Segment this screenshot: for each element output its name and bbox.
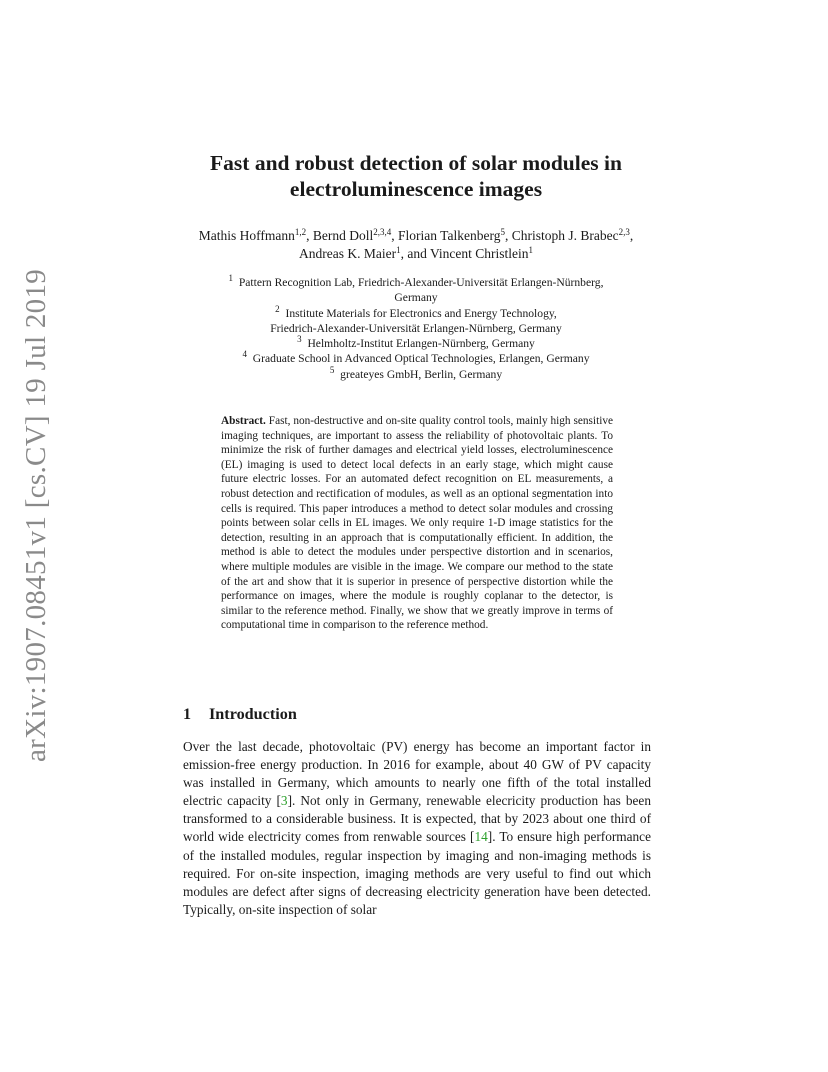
author-affiliation-mark: 1: [528, 245, 534, 255]
affiliation-text: Pattern Recognition Lab, Friedrich-Alexander-Universität Erlangen-Nürnberg,: [238, 276, 604, 289]
abstract-text: Fast, non-destructive and on-site quality control tools, mainly high sensitive imaging techniques, are important to assess the reliability of photovoltaic plants. To minimize the risk of further damages and electrical yield losses, electroluminescence (EL) imaging is used to detect local defects in an early stage, which might cause future electric losses. For an automated defect recognition on EL measurements, a robust detection and rectification of modules, as well as an optional segmentation into cells is required. This paper introduces a method to detect solar modules and crossing points between solar cells in EL images. We only require 1-D image statistics for the detection, resulting in an approach that is computationally efficient. In addition, the method is able to detect the modules under perspective distortion and in scenarios, where multiple modules are visible in the image. We compare our method to the state of the art and show that it is superior in presence of perspective distortion while the performance on images, where the module is roughly coplanar to the detector, is similar to the reference method. Finally, we show that we greatly improve in terms of computational time in comparison to the reference method.: [221, 415, 614, 632]
affiliation-item: [175, 351, 657, 366]
affiliation-number: 3: [297, 334, 302, 345]
affiliation-number: 4: [242, 349, 247, 360]
affiliation-continuation: Germany: [394, 291, 438, 305]
author-name: Vincent Christlein: [429, 246, 529, 261]
affiliation-text: Helmholtz-Institut Erlangen-Nürnberg, Germany: [307, 337, 535, 351]
author-affiliation-mark: 5: [500, 227, 505, 237]
citation-link[interactable]: 14: [474, 829, 488, 845]
author-list: [190, 227, 642, 263]
citation-link[interactable]: 3: [280, 793, 288, 809]
affiliation-item: [175, 275, 657, 290]
author-separator: ,: [504, 228, 512, 243]
author-separator: , and: [400, 246, 430, 261]
affiliation-item: [175, 364, 657, 382]
body-paragraph: [183, 738, 651, 919]
body-text-part: ]. To ensure high performance of the installed modules, regular inspection by imaging and non-imaging methods is required. For on-site inspection, imaging methods are very useful to find out which modules are defect after signs of decreasing electricity generation have been detected. Typically, on-site inspection of solar: [183, 829, 651, 917]
author-affiliation-mark: 1: [396, 245, 401, 255]
author-separator: ,: [629, 228, 634, 243]
abstract-label: Abstract.: [221, 415, 266, 427]
author-affiliation-mark: 2,3: [618, 227, 630, 237]
author-separator: ,: [306, 228, 313, 243]
affiliation-number: 1: [228, 273, 234, 283]
author-name: Mathis Hoffmann: [198, 228, 295, 243]
section-title: Introduction: [209, 705, 297, 723]
author-separator: ,: [391, 228, 399, 243]
affiliation-text: greateyes GmbH, Berlin, Germany: [340, 367, 503, 381]
affiliation-item: [175, 336, 657, 351]
author-affiliation-mark: 2,3,4: [373, 227, 392, 237]
affiliation-text: Institute Materials for Electronics and Energy Technology,: [285, 306, 557, 320]
body-text-part: Over the last decade, photovoltaic (PV) energy has become an important factor in emission-free energy production. In 2016 for example, about 40 GW of PV capacity was installed in Germany, which amounts to nearly one fifth of the total installed electric capacity [: [183, 739, 651, 809]
affiliation-number: 2: [275, 303, 280, 314]
affiliation-list: [175, 275, 657, 382]
author-affiliation-mark: 1,2: [294, 227, 307, 237]
title-line-2: electroluminescence images: [289, 177, 543, 201]
affiliation-text: Graduate School in Advanced Optical Technologies, Erlangen, Germany: [252, 352, 590, 366]
arxiv-identifier: arXiv:1907.08451v1 [cs.CV] 19 Jul 2019: [20, 268, 52, 762]
affiliation-continuation: Friedrich-Alexander-Universität Erlangen-Nürnberg, Germany: [270, 321, 562, 335]
author-name: Andreas K. Maier: [298, 246, 397, 261]
title-line-1: Fast and robust detection of solar modules in: [210, 151, 622, 175]
author-name: Christoph J. Brabec: [511, 228, 619, 243]
paper-title: [150, 150, 682, 202]
body-text-part: ]. Not only in Germany, renewable elecricity production has been transformed to a considerable business. It is expected, that by 2023 about one third of world wide electricity comes from renwable sources [: [183, 793, 651, 845]
section-heading: [183, 705, 297, 724]
section-number: 1: [183, 705, 192, 723]
author-name: Bernd Doll: [312, 228, 374, 243]
author-name: Florian Talkenberg: [398, 228, 501, 243]
affiliation-number: 5: [329, 364, 335, 375]
affiliation-item: [175, 303, 657, 321]
abstract: [221, 414, 613, 633]
